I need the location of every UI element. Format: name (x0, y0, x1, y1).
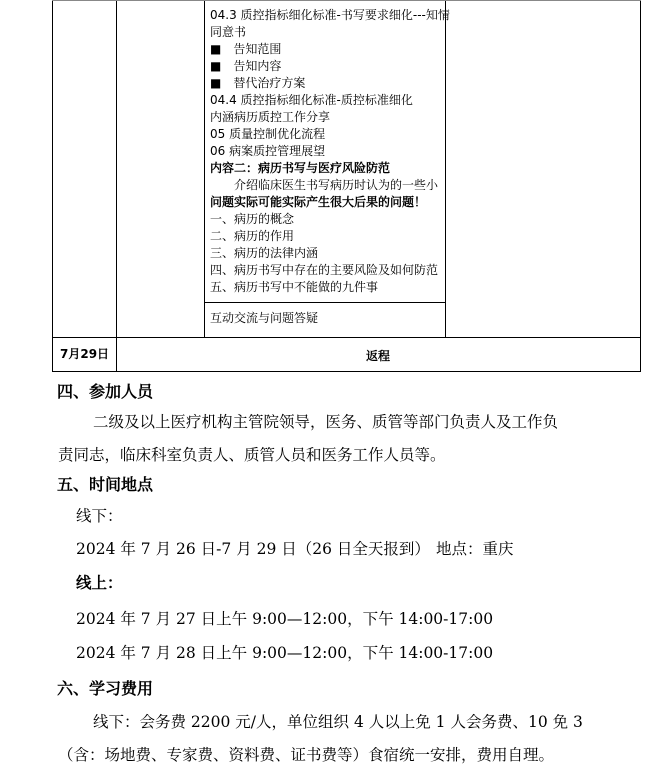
section-4-line-1: 二级及以上医疗机构主管院领导，医务、质管等部门负责人及工作负 (93, 413, 559, 431)
content-line-4: ■ 替代治疗方案 (210, 76, 306, 90)
schedule-table (52, 0, 641, 372)
content-line-9: 内容二：病历书写与医疗风险防范 (210, 161, 391, 175)
offline-time: 2024 年 7 月 26 日-7 月 29 日（26 日全天报到） (76, 540, 430, 558)
content-line-16: 五、病历书写中不能做的九件事 (210, 280, 379, 294)
section-4-line-2: 责同志，临床科室负责人、质管人员和医务工作人员等。 (58, 446, 446, 464)
table-border-left (52, 0, 53, 372)
online-label: 线上： (76, 573, 123, 592)
content-line-0: 04.3 质控指标细化标准-书写要求细化---知情 (210, 8, 450, 22)
content-line-2: ■ 告知范围 (210, 42, 282, 56)
date-jul-29: 7月29日 (60, 347, 110, 361)
section-6-line-2: （含：场地费、专家费、资料费、证书费等）食宿统一安排，费用自理。 (58, 746, 555, 764)
content-line-14: 三、病历的法律内涵 (210, 246, 319, 260)
return-trip: 返程 (366, 349, 391, 363)
section-6-title: 六、学习费用 (57, 679, 154, 698)
content-line-3: ■ 告知内容 (210, 59, 282, 73)
table-col-divider-3 (445, 0, 446, 337)
content-line-1: 同意书 (210, 25, 247, 39)
qa-session: 互动交流与问题答疑 (210, 311, 319, 325)
offline-label: 线下： (76, 507, 123, 525)
venue: 地点：重庆 (436, 540, 514, 558)
online-day-1: 2024 年 7 月 27 日上午 9:00—12:00，下午 14:00-17:00 (76, 610, 494, 628)
content-line-15: 四、病历书写中存在的主要风险及如何防范 (210, 263, 439, 277)
content-line-6: 内涵病历质控工作分享 (210, 110, 331, 124)
table-top-border (52, 0, 641, 1)
online-day-2: 2024 年 7 月 28 日上午 9:00—12:00，下午 14:00-17:00 (76, 644, 494, 662)
table-col-divider-2 (204, 0, 205, 337)
section-5-title: 五、时间地点 (57, 475, 154, 494)
table-bottom-border (52, 371, 641, 372)
table-row-divider (52, 337, 641, 338)
content-line-5: 04.4 质控指标细化标准-质控标准细化 (210, 93, 413, 107)
content-line-8: 06 病案质控管理展望 (210, 144, 326, 158)
section-4-title: 四、参加人员 (57, 382, 154, 401)
section-6-line-1: 线下：会务费 2200 元/人，单位组织 4 人以上免 1 人会务费、10 免 3 (93, 713, 583, 731)
content-line-11: 问题实际可能实际产生很大后果的问题！ (210, 195, 427, 209)
table-col-divider-1 (116, 0, 117, 372)
content-line-13: 二、病历的作用 (210, 229, 295, 243)
table-border-right (640, 0, 641, 372)
table-qa-divider (204, 302, 446, 303)
content-line-10: 介绍临床医生书写病历时认为的一些小 (210, 178, 439, 192)
content-line-12: 一、病历的概念 (210, 212, 295, 226)
content-line-7: 05 质量控制优化流程 (210, 127, 326, 141)
